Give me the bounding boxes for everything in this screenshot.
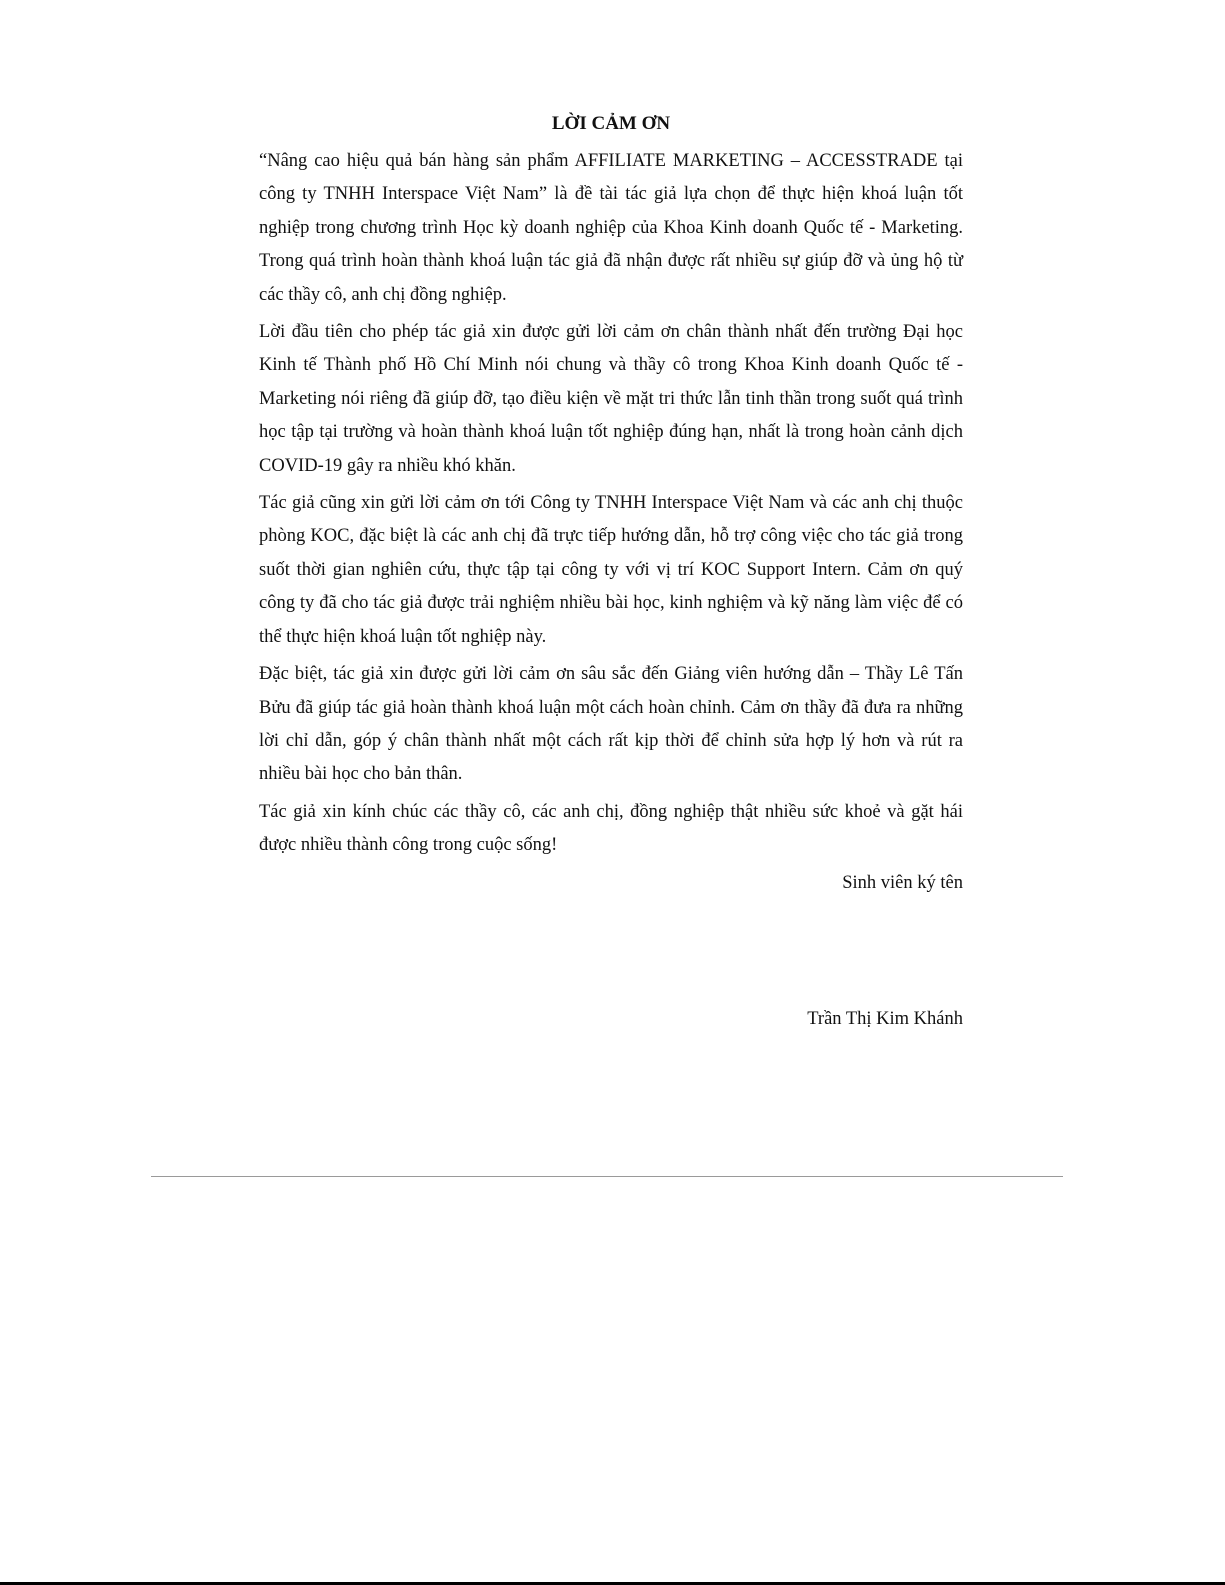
page-title: LỜI CẢM ƠN bbox=[551, 113, 671, 134]
paragraph-4: Đặc biệt, tác giả xin được gửi lời cảm ơn sâu sắc đến Giảng viên hướng dẫn – Thầy Lê Tấn Bửu đã giúp tác giả hoàn thành khoá luận một cách hoàn chỉnh. Cảm ơn thầy đã đưa ra những lời chỉ dẫn, góp ý chân thành nhất một cách rất kịp thời để chỉnh sửa hợp lý hơn và rút ra nhiều bài học cho bản thân. bbox=[259, 664, 963, 785]
paragraph-2: Lời đầu tiên cho phép tác giả xin được gửi lời cảm ơn chân thành nhất đến trường Đại học Kinh tế Thành phố Hồ Chí Minh nói chung và thầy cô trong Khoa Kinh doanh Quốc tế - Marketing nói riêng đã giúp đỡ, tạo điều kiện về mặt tri thức lẫn tinh thần trong suốt quá trình học tập tại trường và hoàn thành khoá luận tốt nghiệp đúng hạn, nhất là trong hoàn cảnh dịch COVID-19 gây ra nhiều khó khăn. bbox=[259, 322, 963, 476]
paragraph-5: Tác giả xin kính chúc các thầy cô, các anh chị, đồng nghiệp thật nhiều sức khoẻ và gặt hái được nhiều thành công trong cuộc sống! bbox=[259, 801, 963, 856]
signature-name: Trần Thị Kim Khánh bbox=[807, 1008, 963, 1029]
paragraph-3: Tác giả cũng xin gửi lời cảm ơn tới Công ty TNHH Interspace Việt Nam và các anh chị thuộc phòng KOC, đặc biệt là các anh chị đã trực tiếp hướng dẫn, hỗ trợ công việc cho tác giả trong suốt thời gian nghiên cứu, thực tập tại công ty với vị trí KOC Support Intern. Cảm ơn quý công ty đã cho tác giả được trải nghiệm nhiều bài học, kinh nghiệm và kỹ năng làm việc để có thể thực hiện khoá luận tốt nghiệp này. bbox=[259, 493, 963, 647]
page-divider bbox=[151, 1176, 1063, 1177]
document-page bbox=[259, 110, 963, 1036]
signature-label: Sinh viên ký tên bbox=[842, 872, 963, 893]
paragraph-1: “Nâng cao hiệu quả bán hàng sản phẩm AFFILIATE MARKETING – ACCESSTRADE tại công ty TNHH Interspace Việt Nam” là đề tài tác giả lựa chọn để thực hiện khoá luận tốt nghiệp trong chương trình Học kỳ doanh nghiệp của Khoa Kinh doanh Quốc tế - Marketing. Trong quá trình hoàn thành khoá luận tác giả đã nhận được rất nhiều sự giúp đỡ và ủng hộ từ các thầy cô, anh chị đồng nghiệp. bbox=[259, 151, 963, 305]
